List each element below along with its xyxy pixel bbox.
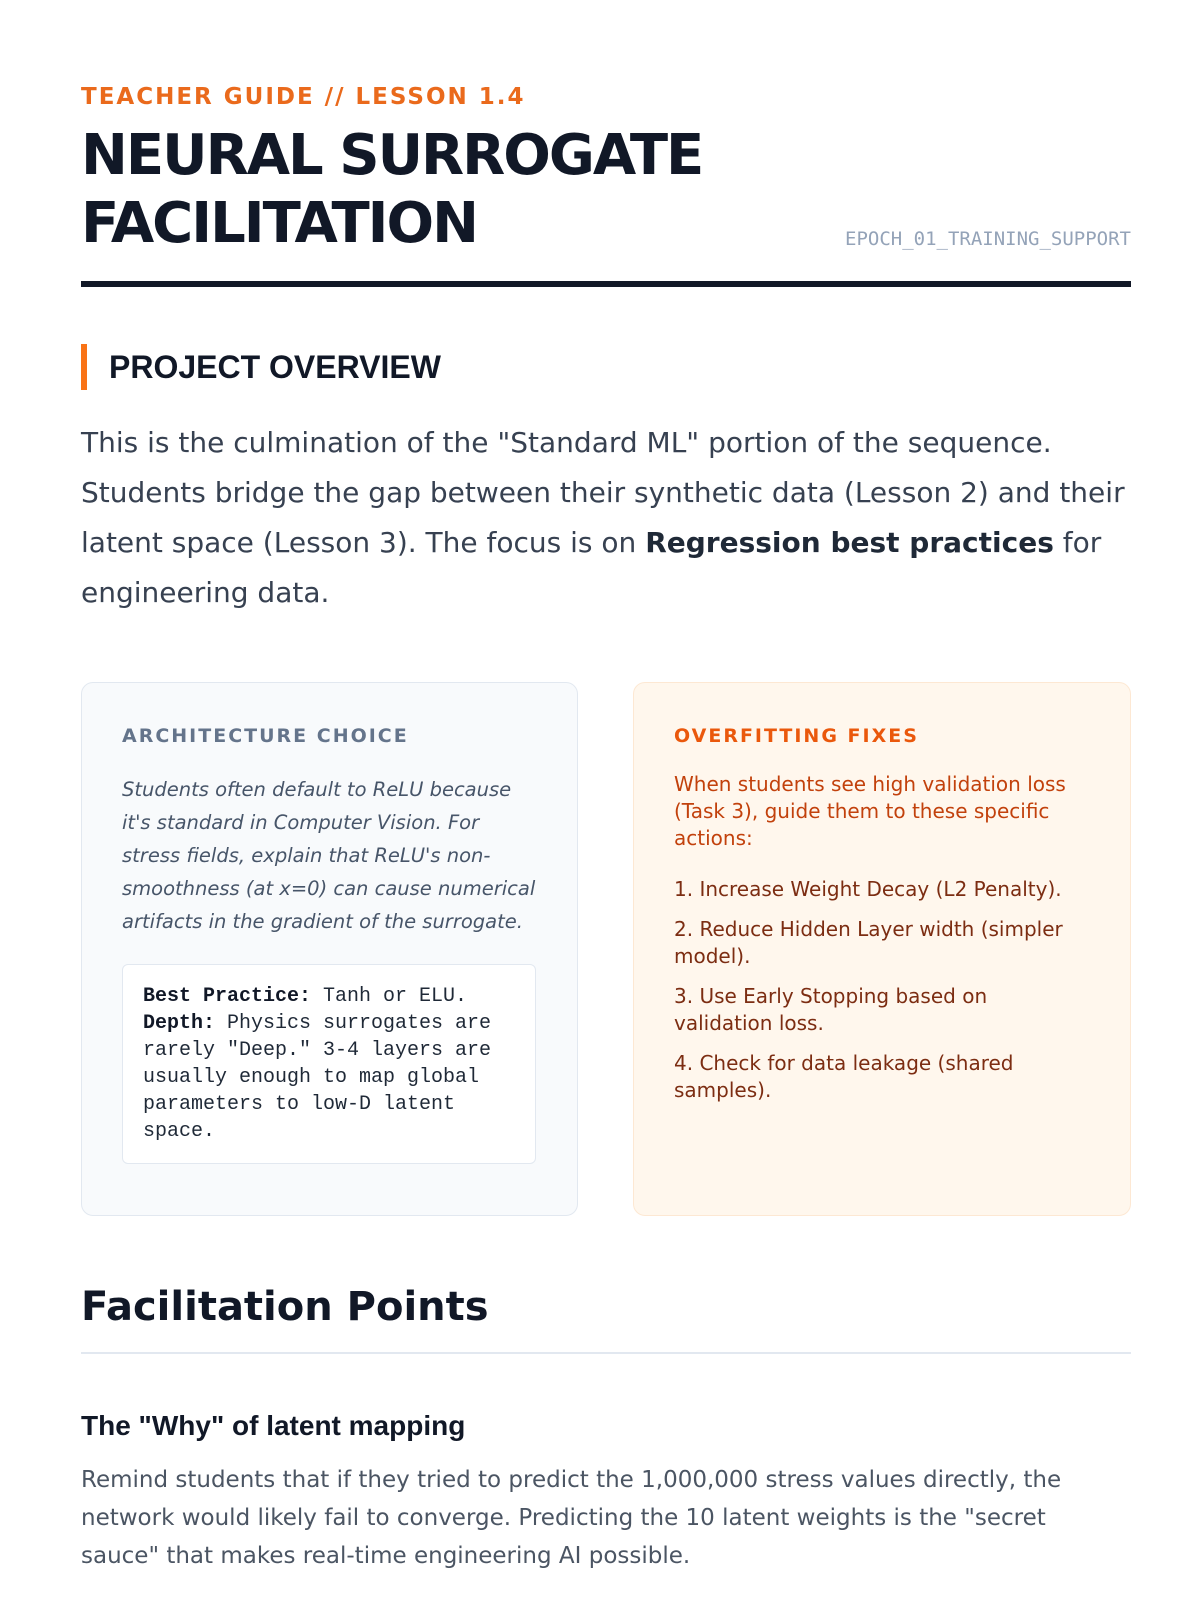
lesson-eyebrow: TEACHER GUIDE // LESSON 1.4: [81, 84, 526, 110]
section-accent-bar: [81, 344, 87, 390]
epoch-code-tag: EPOCH_01_TRAINING_SUPPORT: [845, 228, 1131, 250]
overfitting-fixes-card: [633, 682, 1131, 1216]
depth-value: Physics surrogates are rarely "Deep." 3-4 layers are usually enough to map global parameters to low-D latent space.: [143, 1012, 492, 1143]
page-title: [81, 122, 881, 258]
page-title-line-1: NEURAL SURROGATE: [81, 123, 703, 188]
architecture-explanation: Students often default to ReLU because it's standard in Computer Vision. For stress fields, explain that ReLU's non-smoothness (at x=0) can cause numerical artifacts in the gradient of the surrogate.: [122, 778, 536, 933]
latent-mapping-paragraph: Remind students that if they tried to predict the 1,000,000 stress values directly, the network would likely fail to converge. Predicting the 10 latent weights is the "secret sauce" that makes real-time engineering AI possible.: [81, 1467, 1062, 1569]
list-item: 3. Use Early Stopping based on validation loss.: [674, 984, 988, 1035]
card-label: OVERFITTING FIXES: [674, 725, 919, 747]
title-divider: [81, 281, 1131, 287]
project-overview-heading: [81, 344, 441, 390]
list-item: 1. Increase Weight Decay (L2 Penalty).: [674, 877, 1062, 901]
overfitting-intro: When students see high validation loss (Task 3), guide them to these specific actions:: [674, 772, 1066, 850]
depth-label: Depth:: [143, 1012, 216, 1035]
card-label: ARCHITECTURE CHOICE: [122, 725, 409, 747]
overview-text-end: for engineering data.: [81, 526, 1102, 609]
facilitation-divider: [81, 1352, 1131, 1354]
architecture-choice-card: [81, 682, 578, 1216]
page-title-line-2: FACILITATION: [81, 191, 477, 256]
overfitting-action-list: [674, 876, 1090, 1104]
best-practice-box: [122, 964, 536, 1164]
overview-text-start: This is the culmination of the "Standard ML" portion of the sequence. Students bridge the gap between their synthetic data (Lesson 2) and their latent space (Lesson 3). The focus is on: [81, 426, 1125, 559]
section-title: PROJECT OVERVIEW: [109, 348, 441, 385]
overview-emphasis: Regression best practices: [645, 526, 1054, 559]
best-practice-value: Tanh or ELU.: [311, 985, 468, 1008]
overview-paragraph: [81, 418, 1131, 618]
best-practice-label: Best Practice:: [143, 985, 312, 1008]
latent-mapping-subheading: The "Why" of latent mapping: [81, 1410, 466, 1441]
facilitation-points-heading: Facilitation Points: [81, 1284, 489, 1330]
list-item: 4. Check for data leakage (shared samples).: [674, 1051, 1014, 1102]
list-item: 2. Reduce Hidden Layer width (simpler model).: [674, 917, 1063, 968]
